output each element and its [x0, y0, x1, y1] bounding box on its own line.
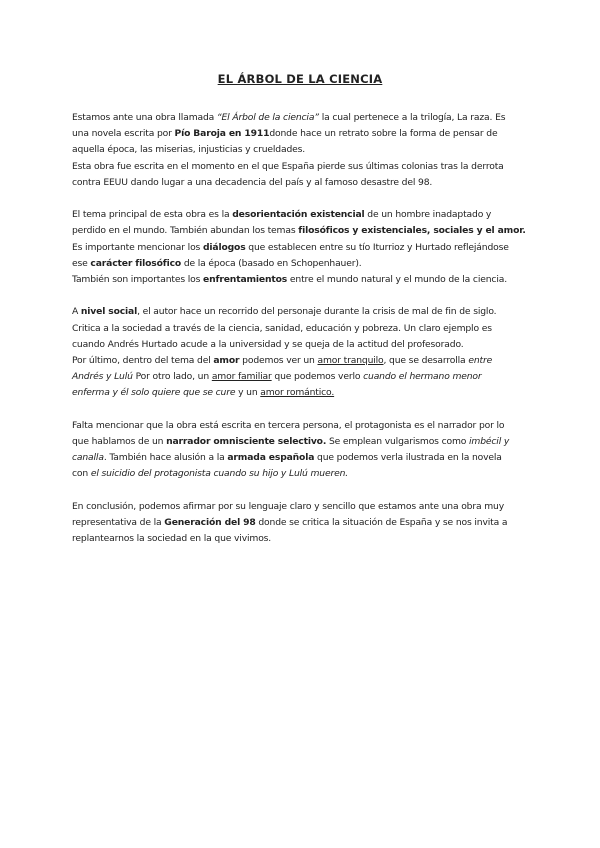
italic-run: canalla: [72, 452, 104, 464]
text-line: Critica a la sociedad a través de la ciencia, sanidad, educación y pobreza. Un claro ejemplo es: [72, 322, 492, 334]
italic-run: cuando el hermano menor: [363, 371, 482, 383]
text-line: [72, 240, 532, 256]
text-run: . También hace alusión a la: [103, 452, 228, 464]
text-run: la cual pertenece a la trilogía, La raza. Es: [318, 112, 506, 123]
text-run: de la época (basado en Schopenhauer).: [181, 257, 362, 269]
text-line: [72, 126, 532, 142]
text-run: que hablamos de un: [72, 436, 167, 448]
italic-run: Andrés y Lulú: [72, 371, 133, 383]
italic-run: el suicidio del protagonista cuando su hijo y Lulú mueren.: [90, 468, 349, 480]
text-run: ese: [72, 257, 91, 269]
bold-run: narrador omnisciente selectivo.: [166, 436, 327, 448]
text-run: representativa de la: [72, 517, 165, 529]
italic-run: imbécil y: [469, 436, 510, 448]
text-run: donde hace un retrato sobre la forma de pensar de: [269, 128, 498, 140]
text-run: También son importantes los: [72, 274, 204, 286]
paragraph-narrator: [72, 418, 532, 483]
text-run: A: [72, 306, 81, 318]
text-run: Estamos ante una obra llamada: [72, 112, 217, 123]
text-line: [72, 450, 532, 466]
bold-run: Generación del 98: [164, 517, 256, 529]
text-line: replantearnos la sociedad en la que vivimos.: [72, 533, 272, 545]
paragraph-themes: [72, 207, 532, 288]
text-line: [72, 207, 532, 223]
text-run: perdido en el mundo. También abundan los temas: [72, 225, 299, 237]
bold-run: armada española: [227, 452, 315, 464]
bold-run: diálogos: [202, 241, 246, 253]
paragraph-introduction: [72, 110, 532, 191]
bold-run: desorientación existencial: [232, 209, 365, 221]
text-line: [72, 110, 532, 126]
bold-run: Pío Baroja en 1911: [174, 128, 270, 140]
text-run: y un: [235, 387, 261, 399]
text-run: El tema principal de esta obra es la: [72, 209, 233, 221]
text-run: Se emplean vulgarismos como: [326, 436, 469, 448]
text-line: cuando Andrés Hurtado acude a la universidad y se queja de la actitud del profesorado.: [72, 338, 464, 350]
text-line: [72, 434, 532, 450]
bold-run: nivel social: [80, 306, 138, 318]
text-line: Esta obra fue escrita en el momento en el que España pierde sus últimas colonias tras la derrota: [72, 160, 504, 172]
text-line: aquella época, las miserias, injusticias y crueldades.: [72, 144, 306, 156]
text-line: Falta mencionar que la obra está escrita en tercera persona, el protagonista es el narrador por lo: [72, 419, 505, 431]
bold-run: enfrentamientos: [203, 274, 288, 286]
text-line: [72, 223, 532, 239]
underlined-run: amor romántico.: [260, 387, 335, 399]
text-line: [72, 256, 532, 272]
text-run: con: [72, 468, 91, 480]
underlined-run: amor tranquilo: [317, 355, 384, 367]
underlined-run: amor familiar: [211, 371, 272, 383]
text-run: Por otro lado, un: [132, 371, 212, 383]
document-title: EL ÁRBOL DE LA CIENCIA: [217, 72, 383, 86]
bold-run: filosóficos y existenciales, sociales y el amor.: [298, 225, 526, 237]
text-line: [72, 515, 532, 531]
text-line: contra EEUU dando lugar a una decadencia del país y al famoso desastre del 98.: [72, 176, 433, 188]
text-run: que establecen entre su tío Iturrioz y Hurtado reflejándose: [245, 241, 509, 253]
text-run: que podemos verlo: [271, 371, 364, 383]
document-body: [72, 110, 532, 564]
text-line: En conclusión, podemos afirmar por su lenguaje claro y sencillo que estamos ante una obra muy: [72, 500, 505, 512]
text-run: podemos ver un: [239, 355, 318, 367]
text-line: [72, 272, 532, 288]
text-run: que podemos verla ilustrada en la novela: [314, 452, 502, 464]
italic-run: “El Árbol de la ciencia”: [216, 112, 319, 123]
text-line: [72, 385, 532, 401]
paragraph-conclusion: [72, 499, 532, 548]
bold-run: carácter filosófico: [90, 257, 182, 269]
text-run: entre el mundo natural y el mundo de la ciencia.: [287, 274, 507, 286]
italic-run: entre: [468, 355, 493, 367]
bold-run: amor: [213, 355, 240, 367]
text-run: , que se desarrolla: [383, 355, 469, 367]
text-line: [72, 466, 532, 482]
paragraph-social: [72, 304, 532, 401]
text-run: Es importante mencionar los: [72, 241, 203, 253]
italic-run: enferma y él solo quiere que se cure: [72, 387, 236, 399]
text-run: de un hombre inadaptado y: [364, 209, 492, 221]
text-run: Por último, dentro del tema del: [72, 355, 214, 367]
text-run: donde se critica la situación de España y se nos invita a: [255, 517, 508, 529]
text-line: [72, 369, 532, 385]
text-line: [72, 353, 532, 369]
text-line: [72, 304, 532, 320]
text-run: una novela escrita por: [72, 128, 175, 140]
text-run: , el autor hace un recorrido del personaje durante la crisis de mal de fin de siglo.: [137, 306, 497, 318]
